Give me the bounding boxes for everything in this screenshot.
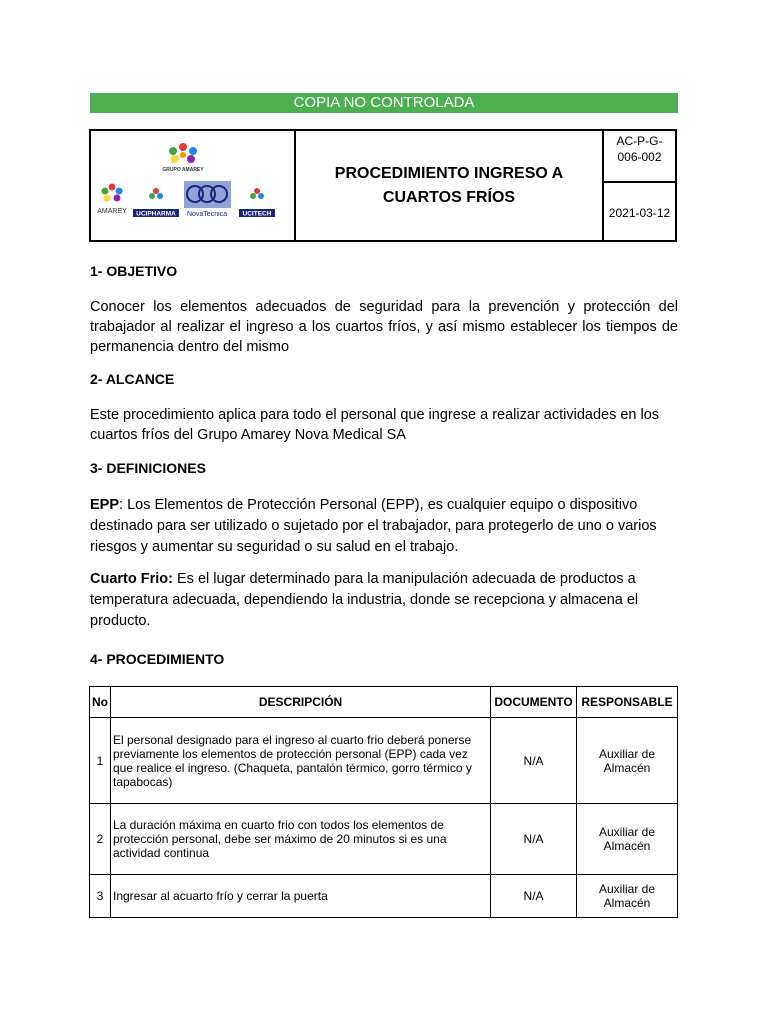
group-logo-text: GRUPO AMAREY xyxy=(162,167,204,173)
section-objetivo-title: 1- OBJETIVO xyxy=(90,263,178,279)
amarey-logo-text: AMAREY xyxy=(97,208,127,215)
row-descripcion: La duración máxima en cuarto frio con todos los elementos de protección personal, debe ser máximo de 20 minutos si es una actividad continua xyxy=(111,804,491,875)
definition-cuarto-text: Es el lugar determinado para la manipulación adecuada de productos a temperatura adecuada, dependiendo la industria, donde se recepciona y almacena el producto. xyxy=(90,571,639,629)
row-responsable: Auxiliar de Almacén xyxy=(577,804,678,875)
document-code-line1: AC-P-G- xyxy=(616,134,663,148)
section-alcance-title: 2- ALCANCE xyxy=(90,371,175,387)
company-logos-graphic xyxy=(91,131,294,240)
row-no: 1 xyxy=(90,718,111,804)
row-no: 2 xyxy=(90,804,111,875)
ucitech-logo xyxy=(239,188,275,218)
amarey-logo xyxy=(97,184,127,216)
section-procedimiento-title: 4- PROCEDIMIENTO xyxy=(90,651,225,667)
table-row xyxy=(90,804,678,875)
document-date: 2021-03-12 xyxy=(608,205,671,220)
row-documento: N/A xyxy=(491,804,577,875)
col-header-descripcion: DESCRIPCIÓN xyxy=(111,687,491,718)
document-title-line1: PROCEDIMIENTO INGRESO A xyxy=(334,164,564,182)
col-header-responsable: RESPONSABLE xyxy=(577,687,678,718)
section-definiciones-title: 3- DEFINICIONES xyxy=(90,460,206,476)
ucitech-logo-text: UCITECH xyxy=(242,210,272,218)
col-header-no: No xyxy=(90,687,111,718)
section-objetivo-text: Conocer los elementos adecuados de seguridad para la prevención y protección del trabajador al realizar el ingreso a los cuartos fríos, y así mismo establecer los tiempos de permanencia dentro del mismo xyxy=(90,299,678,355)
table-row xyxy=(90,718,678,804)
uncontrolled-copy-banner: COPIA NO CONTROLADA xyxy=(90,93,678,113)
novatecnica-logo-text: NovaTecnica xyxy=(186,211,228,218)
document-code-line2: 006-002 xyxy=(617,150,662,164)
definition-epp-text: : Los Elementos de Protección Personal (EPP), es cualquier equipo o dispositivo destinado para ser utilizado o sujetado por el trabajador, para protegerlo de uno o varios riesgos y aumentar su seguridad o su salud en el trabajo. xyxy=(90,497,657,555)
document-title xyxy=(296,131,604,240)
ucipharma-logo xyxy=(133,188,179,218)
row-responsable: Auxiliar de Almacén xyxy=(577,718,678,804)
row-descripcion: El personal designado para el ingreso al cuarto frio deberá ponerse previamente los elementos de protección personal (EPP) cada vez que realice el ingreso. (Chaqueta, pantalón térmico, gorro térmico y tapabocas) xyxy=(111,718,491,804)
document-header xyxy=(89,129,677,242)
definition-epp-term: EPP xyxy=(90,497,120,513)
definition-epp xyxy=(90,495,678,558)
row-responsable: Auxiliar de Almacén xyxy=(577,875,678,918)
row-documento: N/A xyxy=(491,875,577,918)
section-alcance-text: Este procedimiento aplica para todo el personal que ingrese a realizar actividades en los cuartos fríos del Grupo Amarey Nova Medical SA xyxy=(90,407,660,443)
document-title-line2: CUARTOS FRÍOS xyxy=(382,188,516,206)
grupo-amarey-logo xyxy=(162,143,204,173)
table-row xyxy=(90,875,678,918)
row-documento: N/A xyxy=(491,718,577,804)
novatecnica-logo xyxy=(184,181,231,218)
procedure-table-header xyxy=(90,687,678,718)
ucipharma-logo-text: UCIPHARMA xyxy=(136,210,176,218)
col-header-documento: DOCUMENTO xyxy=(491,687,577,718)
definition-cuarto-frio xyxy=(90,569,678,632)
row-descripcion: Ingresar al acuarto frío y cerrar la puerta xyxy=(111,875,491,918)
row-no: 3 xyxy=(90,875,111,918)
procedure-table xyxy=(89,686,678,918)
definition-cuarto-term: Cuarto Frio: xyxy=(90,571,173,587)
document-code xyxy=(604,131,675,183)
company-logos xyxy=(91,131,296,240)
